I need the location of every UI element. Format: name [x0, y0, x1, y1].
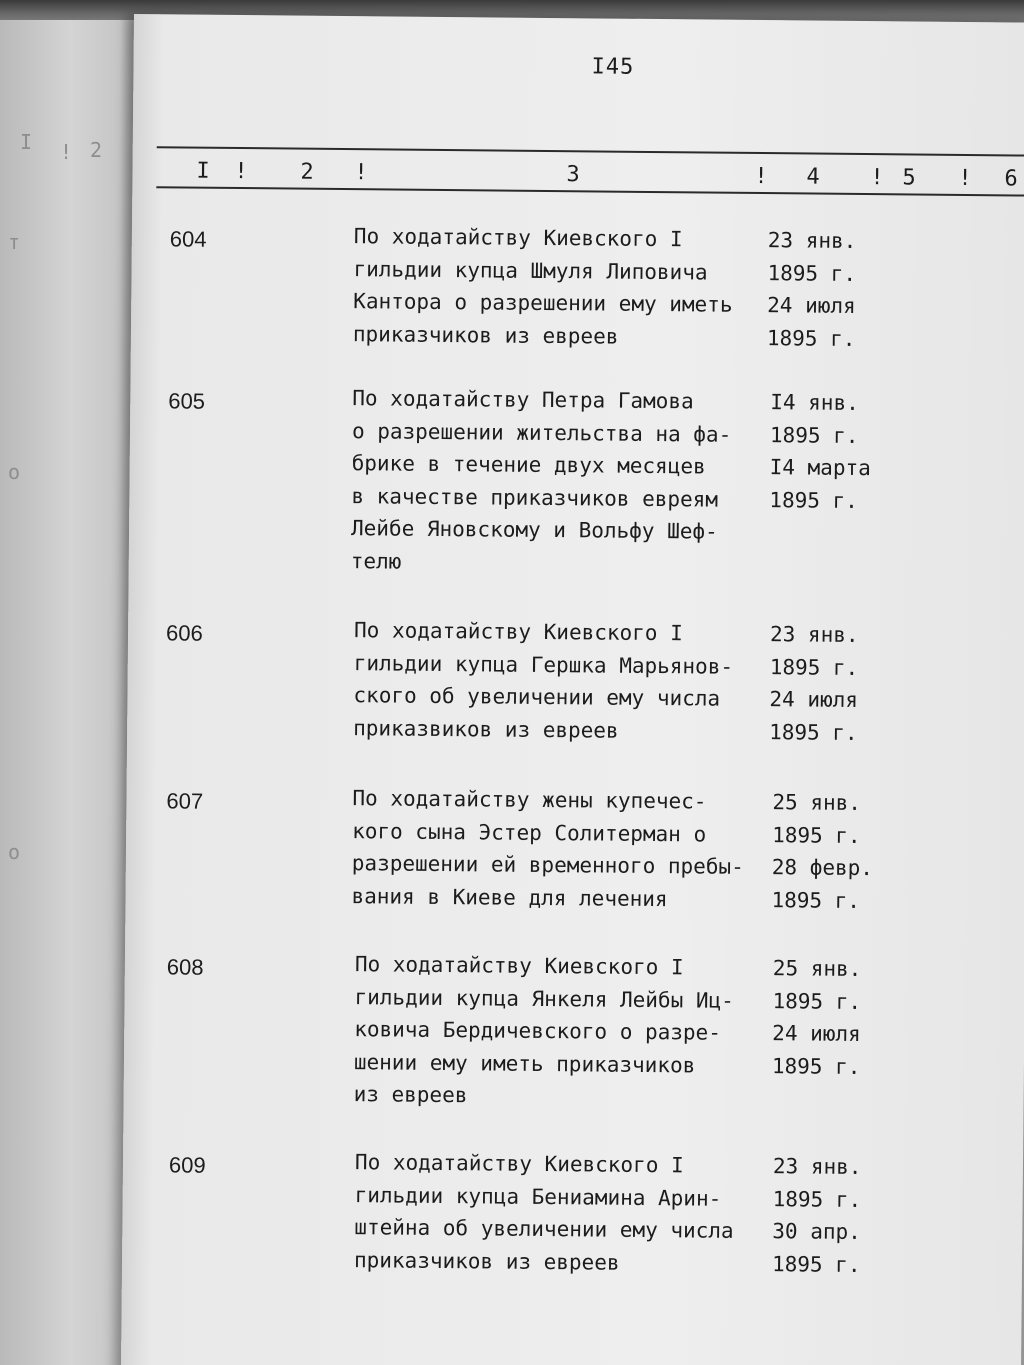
column-number-1: I — [196, 158, 210, 184]
column-separator: ! — [754, 163, 768, 190]
entry-dates: 23 янв. 1895 г. 24 июля 1895 г. — [766, 228, 857, 351]
entry-number: 604 — [169, 226, 207, 252]
header-rule-top — [157, 146, 1024, 157]
entry-dates: 25 янв. 1895 г. 24 июля 1895 г. — [771, 956, 862, 1079]
column-number-2: 2 — [300, 159, 314, 185]
entry-dates: I4 янв. 1895 г. I4 марта 1895 г. — [769, 390, 871, 513]
bleed-through-mark: I — [20, 130, 33, 154]
bleed-through-mark: о — [8, 840, 21, 864]
column-separator: ! — [234, 158, 248, 185]
entry-number: 608 — [166, 954, 204, 980]
column-number-4: 4 — [806, 164, 820, 190]
bleed-through-mark: о — [8, 460, 21, 484]
document-page — [121, 14, 1024, 1365]
column-separator: ! — [354, 160, 368, 186]
column-separator: ! — [870, 165, 884, 191]
page-number: I45 — [591, 54, 635, 80]
entry-description: По ходатайству Киевского I гильдии купца Бениамина Арин- штейна об увеличении ему числа приказчиков из евреев — [353, 1150, 734, 1275]
entry-description: По ходатайству Киевского I гильдии купца Янкеля Лейбы Иц- ковича Бердичевского о разре- шении ему иметь приказчиков из евреев — [353, 952, 734, 1108]
entry-number: 609 — [168, 1152, 206, 1178]
bleed-through-mark: ! — [60, 140, 73, 164]
column-separator: ! — [958, 165, 972, 192]
entry-dates: 23 янв. 1895 г. 24 июля 1895 г. — [769, 622, 859, 745]
column-number-3: 3 — [566, 162, 580, 188]
entry-number: 606 — [165, 620, 203, 646]
header-rule-bottom — [156, 186, 1024, 197]
entry-dates: 25 янв. 1895 г. 28 февр. 1895 г. — [771, 790, 874, 913]
bleed-through-mark: т — [8, 230, 21, 254]
entry-description: По ходатайству Киевского I гильдии купца Шмуля Липовича Кантора о разрешении ему иметь приказчиков из евреев — [352, 224, 733, 349]
entry-dates: 23 янв. 1895 г. 30 апр. 1895 г. — [771, 1154, 862, 1277]
bleed-through-mark: 2 — [90, 138, 103, 162]
column-number-6: 6 — [1004, 166, 1018, 192]
entry-description: По ходатайству жены купечес- кого сына Эстер Солитерман о разрешении ей временного пребы- вания в Киеве для лечения — [351, 786, 744, 911]
column-number-5: 5 — [902, 165, 916, 191]
previous-page-edge — [0, 20, 140, 1365]
entry-description: По ходатайству Петра Гамова о разрешении жительства на фа- брике в течение двух месяцев в качестве приказчиков евреям Лейбе Яновскому и Вольфу Шеф- телю — [350, 386, 732, 574]
entry-description: По ходатайству Киевского I гильдии купца Гершка Марьянов- ского об увеличении ему числа приказвиков из евреев — [353, 618, 734, 743]
entry-number: 607 — [166, 788, 204, 814]
entry-number: 605 — [168, 388, 206, 414]
